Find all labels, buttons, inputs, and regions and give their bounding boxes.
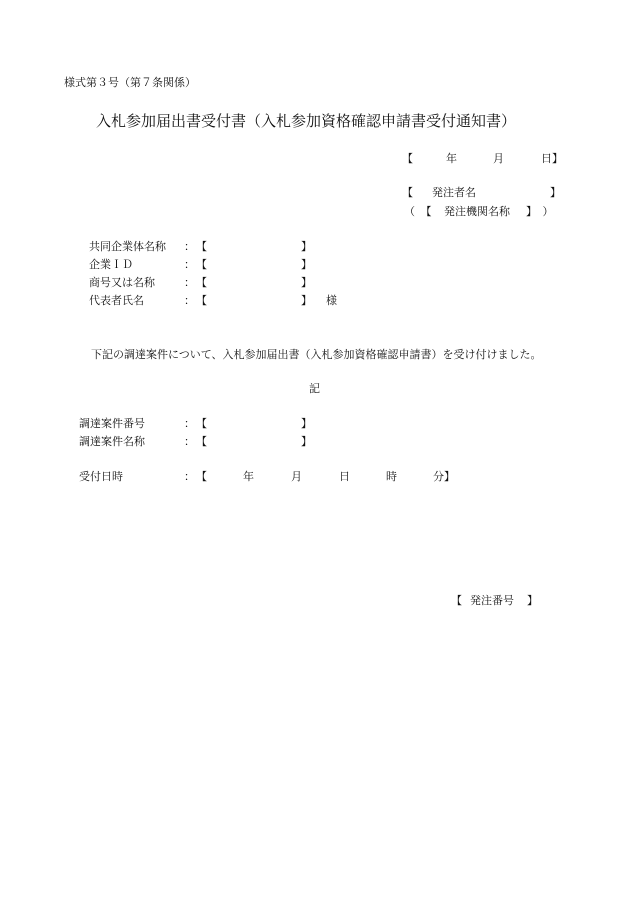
open-bracket: 【: [196, 417, 207, 430]
open-bracket: 【: [196, 258, 207, 271]
close-bracket: 】: [301, 240, 312, 253]
colon: ：: [184, 240, 195, 253]
recipient-label: 共同企業体名称: [89, 240, 166, 253]
open-bracket: 【: [196, 276, 207, 289]
agency-label: 発注機関名称: [444, 205, 510, 218]
agency-open: （ 【: [404, 205, 432, 218]
close-bracket: 】: [301, 435, 312, 448]
detail-label: 調達案件番号: [79, 417, 145, 430]
order-number-label: 発注番号: [470, 594, 514, 607]
colon: ：: [184, 417, 195, 430]
reception-month: 月: [291, 470, 302, 483]
orderer-label: 発注者名: [432, 186, 476, 199]
detail-label: 調達案件名称: [79, 435, 145, 448]
reception-year: 年: [243, 470, 254, 483]
order-number-close: 】: [527, 594, 538, 607]
date-open-bracket: 【: [402, 152, 413, 165]
date-day: 日】: [541, 152, 563, 165]
ki-heading: 記: [309, 382, 320, 395]
close-bracket: 】: [301, 258, 312, 271]
open-bracket: 【: [196, 294, 207, 307]
honorific: 様: [326, 294, 337, 307]
colon: ：: [184, 470, 195, 483]
recipient-label: 企業ＩＤ: [89, 258, 133, 271]
order-number-open: 【: [451, 594, 462, 607]
reception-hour: 時: [386, 470, 397, 483]
close-bracket: 】: [301, 276, 312, 289]
open-bracket: 【: [196, 470, 207, 483]
recipient-label: 商号又は名称: [89, 276, 155, 289]
orderer-close-bracket: 】: [550, 186, 561, 199]
reception-minute: 分】: [433, 470, 455, 483]
body-text: 下記の調達案件について、入札参加届出書（入札参加資格確認申請書）を受け付けました。: [91, 348, 542, 361]
colon: ：: [184, 294, 195, 307]
date-month: 月: [493, 152, 504, 165]
agency-close: 】 ）: [526, 205, 554, 218]
colon: ：: [184, 276, 195, 289]
close-bracket: 】: [301, 294, 312, 307]
reception-label: 受付日時: [79, 470, 123, 483]
close-bracket: 】: [301, 417, 312, 430]
form-number: 様式第３号（第７条関係）: [64, 76, 196, 89]
open-bracket: 【: [196, 435, 207, 448]
orderer-open-bracket: 【: [402, 186, 413, 199]
colon: ：: [184, 435, 195, 448]
document-title: 入札参加届出書受付書（入札参加資格確認申請書受付通知書）: [96, 112, 517, 130]
open-bracket: 【: [196, 240, 207, 253]
colon: ：: [184, 258, 195, 271]
reception-day: 日: [339, 470, 350, 483]
recipient-label: 代表者氏名: [89, 294, 144, 307]
date-year: 年: [446, 152, 457, 165]
